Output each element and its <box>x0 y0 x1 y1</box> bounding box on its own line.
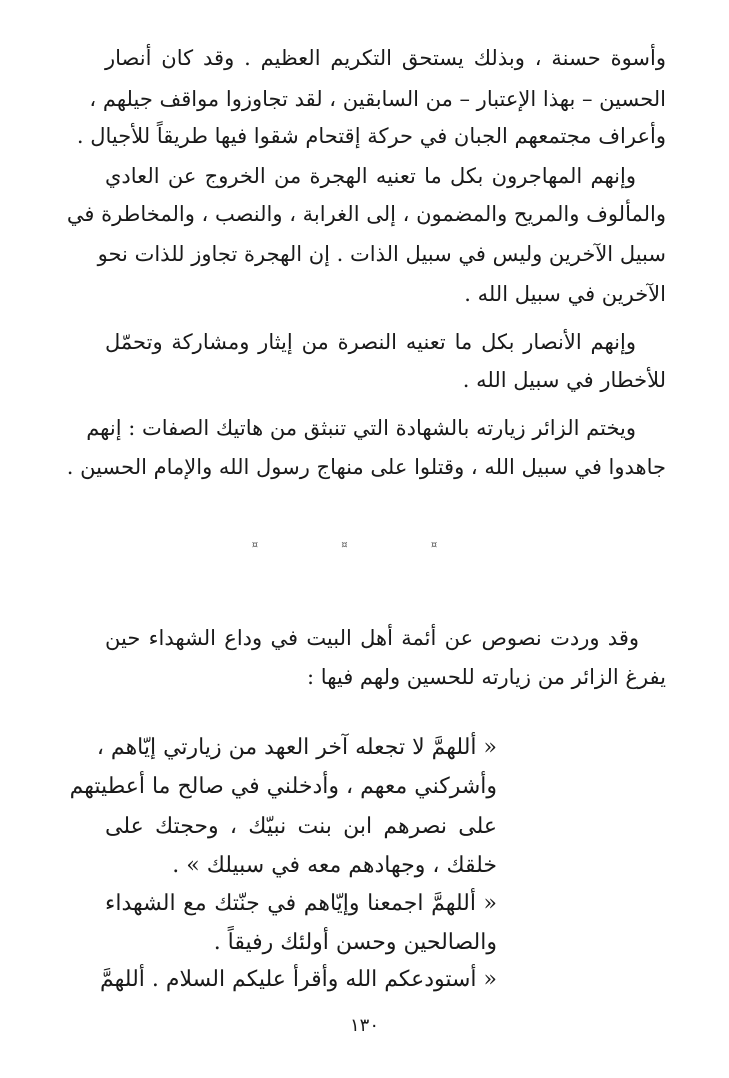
body-line: وإنهم الأنصار بكل ما تعنيه النصرة من إيثار ومشاركة وتحمّل <box>105 330 636 354</box>
body-line: الآخرين في سبيل الله . <box>464 282 666 306</box>
body-line: للأخطار في سبيل الله . <box>462 368 666 392</box>
body-line: وأعراف مجتمعهم الجبان في حركة إقتحام شقوا فيها طريقاً للأجيال . <box>76 124 666 148</box>
body-line: سبيل الآخرين وليس في سبيل الذات . إن الهجرة تجاوز للذات نحو <box>97 242 666 266</box>
body-line: الحسين – بهذا الإعتبار – من السابقين ، لقد تجاوزوا مواقف جيلهم ، <box>89 87 666 111</box>
supplication-line: وأشركني معهم ، وأدخلني في صالح ما أعطيتهم <box>69 774 497 799</box>
body-line: وإنهم المهاجرون بكل ما تعنيه الهجرة من الخروج عن العادي <box>105 164 636 188</box>
supplication-line: على نصرهم ابن بنت نبيّك ، وحجتك على <box>105 814 497 839</box>
supplication-line: خلقك ، وجهادهم معه في سبيلك » . <box>172 853 497 878</box>
body-line: وقد وردت نصوص عن أئمة أهل البيت في وداع الشهداء حين <box>105 626 639 650</box>
supplication-line: « أللهمَّ لا تجعله آخر العهد من زيارتي إيّاهم ، <box>96 735 497 760</box>
body-line: ويختم الزائر زيارته بالشهادة التي تنبثق من هاتيك الصفات : إنهم <box>86 416 636 440</box>
section-separator: ¤ ¤ ¤ <box>251 540 478 551</box>
body-line: جاهدوا في سبيل الله ، وقتلوا على منهاج رسول الله والإمام الحسين . <box>66 455 666 479</box>
supplication-line: والصالحين وحسن أولئك رفيقاً . <box>213 930 497 955</box>
body-line: يفرغ الزائر من زيارته للحسين ولهم فيها : <box>307 665 666 689</box>
body-line: وأسوة حسنة ، وبذلك يستحق التكريم العظيم . وقد كان أنصار <box>105 46 666 70</box>
body-line: والمألوف والمريح والمضمون ، إلى الغرابة ، والنصب ، والمخاطرة في <box>66 202 666 226</box>
supplication-line: « أللهمَّ اجمعنا وإيّاهم في جنّتك مع الشهداء <box>105 891 497 916</box>
supplication-line: « أستودعكم الله وأقرأ عليكم السلام . أللهمَّ <box>100 967 497 992</box>
page-number: ١٣٠ <box>349 1015 379 1036</box>
